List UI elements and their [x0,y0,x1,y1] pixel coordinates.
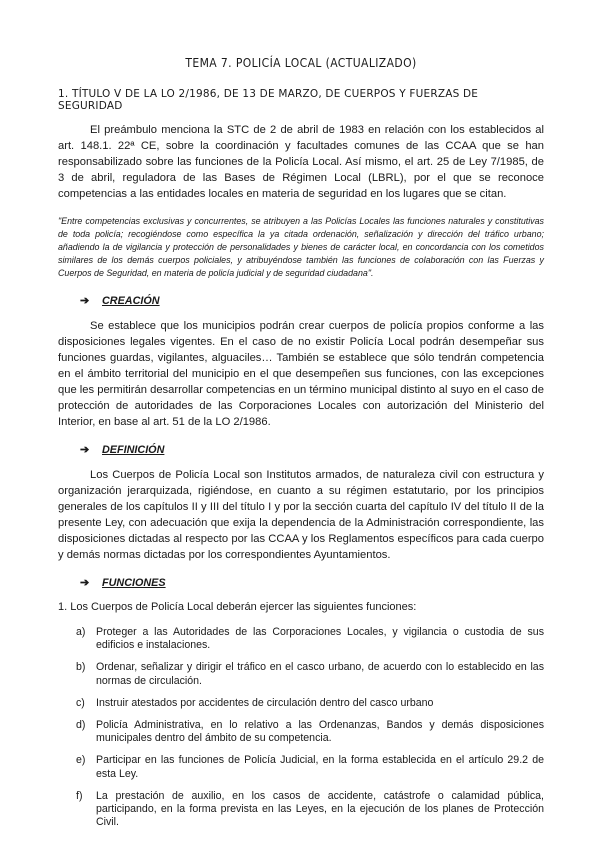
creacion-label: CREACIÓN [102,294,160,307]
list-item [76,661,544,687]
funciones-heading [80,576,544,589]
arrow-right-icon: ➔ [80,577,90,589]
list-item-text: La prestación de auxilio, en los casos de accidente, catástrofe o calamidad pública, participando, en la forma prevista en las Leyes, en la ejecución de los planes de Protección Civil. [96,789,544,829]
list-item [76,790,544,830]
list-item-text: Proteger a las Autoridades de las Corporaciones Locales, y vigilancia o custodia de sus edificios e instalaciones. [96,626,544,652]
arrow-right-icon: ➔ [80,295,90,307]
definicion-heading [80,443,544,456]
document-title: TEMA 7. POLICÍA LOCAL (ACTUALIZADO) [185,56,417,70]
list-item-letter: d) [76,719,86,732]
list-item-text: Instruir atestados por accidentes de circulación dentro del casco urbano [96,696,434,709]
list-item-letter: c) [76,696,85,709]
section-heading: 1. TÍTULO V DE LA LO 2/1986, DE 13 DE MARZO, DE CUERPOS Y FUERZAS DE SEGURIDAD [58,88,479,112]
quote-paragraph: "Entre competencias exclusivas y concurrentes, se atribuyen a las Policías Locales las funciones naturales y constitutivas de toda policía; recogiéndose como específica la ya citada ordenación, señalización y dirección del tráfico urbano; añadiendo la de vigilancia y protección de personalidades y bienes de carácter local, en concordancia con los cometidos similares de los demás cuerpos policiales, y atribuyéndose también las funciones de colaboración con las Fuerzas y Cuerpos de Seguridad, en materia de policía judicial y de seguridad ciudadana". [58,216,544,278]
list-item [76,754,544,780]
funciones-list [58,626,544,829]
list-item-text: Ordenar, señalizar y dirigir el tráfico en el casco urbano, de acuerdo con lo establecido en las normas de circulación. [96,661,544,687]
arrow-right-icon: ➔ [80,444,90,456]
list-item-letter: b) [76,661,86,674]
creacion-paragraph: Se establece que los municipios podrán crear cuerpos de policía propios conforme a las disposiciones legales vigentes. En el caso de no existir Policía Local podrán desempeñar sus funciones guardas, vigilantes, alguaciles… También se establece que sólo tendrán competencia en el ámbito territorial del municipio en el que desempeñen sus funciones, con las excepciones que les permitirán desarrollar competencias en un término municipal distinto al suyo en el caso de protección de autoridades de las Corporaciones Locales con autorización del Ministerio del Interior, en base al art. 51 de la LO 2/1986. [58,320,544,428]
funciones-intro: 1. Los Cuerpos de Policía Local deberán ejercer las siguientes funciones: [58,601,417,613]
creacion-heading [80,294,544,307]
funciones-label: FUNCIONES [102,576,166,589]
list-item-letter: e) [76,754,86,767]
list-item-letter: f) [76,789,83,802]
list-item [76,626,544,652]
list-item [76,697,544,710]
intro-paragraph: El preámbulo menciona la STC de 2 de abril de 1983 en relación con los establecidos al art. 148.1. 22ª CE, sobre la coordinación y facultades comunes de las CCAA que se han responsabilizado sobre las funciones de la Policía Local. Así mismo, el art. 25 de Ley 7/1985, de 3 de abril, reguladora de las Bases de Régimen Local (LBRL), por el que se reconoce competencias a las entidades locales en materia de seguridad en los lugares que se citan. [58,124,544,200]
definicion-label: DEFINICIÓN [102,443,165,456]
list-item-text: Policía Administrativa, en lo relativo a las Ordenanzas, Bandos y demás disposiciones municipales dentro del ámbito de su competencia. [96,719,544,745]
list-item-text: Participar en las funciones de Policía Judicial, en la forma establecida en el artículo 29.2 de esta Ley. [96,754,544,780]
list-item [76,719,544,745]
definicion-paragraph: Los Cuerpos de Policía Local son Institutos armados, de naturaleza civil con estructura y organización jerarquizada, rigiéndose, en cuanto a su régimen estatutario, por los principios generales de los capítulos II y III del título I y por la sección cuarta del capítulo IV del título II de la presente Ley, con adecuación que exija la dependencia de la Administración correspondiente, las disposiciones dictadas al respecto por las CCAA y los Reglamentos específicos para cada cuerpo y demás normas dictadas por los correspondientes Ayuntamientos. [58,469,544,561]
list-item-letter: a) [76,626,86,638]
